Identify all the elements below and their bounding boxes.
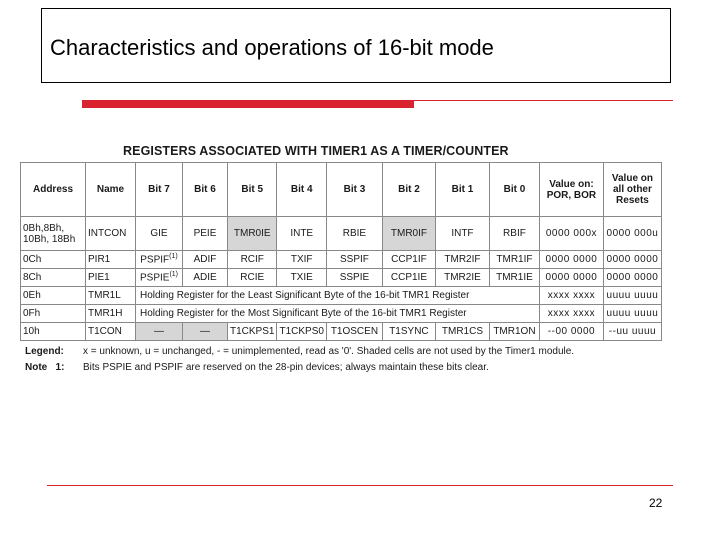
cell-bit: RCIE	[228, 269, 277, 287]
cell-por: 0000 0000	[539, 251, 603, 269]
cell-bit	[136, 251, 183, 269]
header-bit5: Bit 5	[228, 163, 277, 217]
cell-por: 0000 0000	[539, 269, 603, 287]
header-bit6: Bit 6	[183, 163, 228, 217]
cell-bit: T1OSCEN	[326, 323, 382, 341]
cell-bit: SSPIE	[326, 269, 382, 287]
cell-address: 10h	[21, 323, 86, 341]
header-name: Name	[86, 163, 136, 217]
header-bit2: Bit 2	[382, 163, 435, 217]
cell-bit: RBIF	[489, 217, 539, 251]
bit-label: PSPIE	[139, 272, 170, 284]
table-row	[21, 217, 662, 251]
cell-bit: ADIF	[183, 251, 228, 269]
accent-bar	[82, 100, 414, 108]
cell-other: 0000 0000	[603, 269, 661, 287]
cell-bit: TMR1CS	[435, 323, 489, 341]
cell-name: TMR1L	[86, 287, 136, 305]
cell-other: 0000 0000	[603, 251, 661, 269]
note-label: Note 1:	[25, 362, 65, 373]
cell-bit: GIE	[136, 217, 183, 251]
cell-bit: PEIE	[183, 217, 228, 251]
header-bit3: Bit 3	[326, 163, 382, 217]
cell-address: 0Bh,8Bh, 10Bh, 18Bh	[21, 217, 86, 251]
header-other-resets: Value on all other Resets	[603, 163, 661, 217]
footnote-marker: (1)	[169, 271, 179, 279]
cell-address: 8Ch	[21, 269, 86, 287]
cell-other: uuuu uuuu	[603, 287, 661, 305]
header-bit1: Bit 1	[435, 163, 489, 217]
cell-bit: TMR2IE	[435, 269, 489, 287]
header-por: Value on: POR, BOR	[539, 163, 603, 217]
cell-bit: INTE	[277, 217, 326, 251]
footnote	[25, 362, 489, 373]
cell-bit	[136, 269, 183, 287]
cell-bit: T1CKPS1	[228, 323, 277, 341]
cell-other: 0000 000u	[603, 217, 661, 251]
legend-text: x = unknown, u = unchanged, - = unimplemented, read as '0'. Shaded cells are not used by the Timer1 module.	[83, 346, 575, 357]
cell-bit: TMR0IE	[228, 217, 277, 251]
cell-por: xxxx xxxx	[539, 287, 603, 305]
cell-bit: TMR1IE	[489, 269, 539, 287]
table-row	[21, 323, 662, 341]
cell-por: --00 0000	[539, 323, 603, 341]
cell-name: T1CON	[86, 323, 136, 341]
cell-bit: RCIF	[228, 251, 277, 269]
slide-title-box	[41, 8, 671, 83]
cell-bit: RBIE	[326, 217, 382, 251]
header-bit0: Bit 0	[489, 163, 539, 217]
accent-line-top	[414, 100, 673, 101]
header-bit7: Bit 7	[136, 163, 183, 217]
cell-por: xxxx xxxx	[539, 305, 603, 323]
table-row	[21, 251, 662, 269]
table-row	[21, 305, 662, 323]
cell-bit: TMR0IF	[382, 217, 435, 251]
cell-bit: INTF	[435, 217, 489, 251]
cell-address: 0Fh	[21, 305, 86, 323]
cell-bit: ADIE	[183, 269, 228, 287]
legend	[25, 346, 574, 357]
cell-bit: T1CKPS0	[277, 323, 326, 341]
header-address: Address	[21, 163, 86, 217]
cell-bit: CCP1IF	[382, 251, 435, 269]
cell-span: Holding Register for the Most Significant Byte of the 16-bit TMR1 Register	[136, 305, 540, 323]
footnote-marker: (1)	[169, 253, 178, 261]
cell-bit: —	[136, 323, 183, 341]
cell-bit: TXIF	[277, 251, 326, 269]
table-row	[21, 269, 662, 287]
cell-name: INTCON	[86, 217, 136, 251]
cell-bit: TMR1ON	[489, 323, 539, 341]
table-title: REGISTERS ASSOCIATED WITH TIMER1 AS A TIMER/COUNTER	[123, 144, 509, 158]
cell-name: PIR1	[86, 251, 136, 269]
legend-label: Legend:	[25, 346, 64, 357]
bit-label: PSPIF	[140, 254, 170, 266]
header-bit4: Bit 4	[277, 163, 326, 217]
table-row	[21, 287, 662, 305]
cell-address: 0Eh	[21, 287, 86, 305]
cell-name: TMR1H	[86, 305, 136, 323]
cell-bit: TXIE	[277, 269, 326, 287]
cell-address: 0Ch	[21, 251, 86, 269]
cell-bit: TMR1IF	[489, 251, 539, 269]
cell-other: uuuu uuuu	[603, 305, 661, 323]
cell-bit: CCP1IE	[382, 269, 435, 287]
cell-name: PIE1	[86, 269, 136, 287]
accent-line-bottom	[47, 485, 673, 486]
table-header-row	[21, 163, 662, 217]
slide-title: Characteristics and operations of 16-bit mode	[50, 35, 494, 60]
note-text: Bits PSPIE and PSPIF are reserved on the 28-pin devices; always maintain these bits clear.	[83, 362, 489, 373]
cell-bit: —	[183, 323, 228, 341]
cell-span: Holding Register for the Least Significant Byte of the 16-bit TMR1 Register	[136, 287, 540, 305]
cell-por: 0000 000x	[539, 217, 603, 251]
cell-bit: TMR2IF	[435, 251, 489, 269]
cell-bit: SSPIF	[326, 251, 382, 269]
cell-other: --uu uuuu	[603, 323, 661, 341]
page-number: 22	[649, 496, 663, 510]
register-table	[20, 162, 662, 341]
cell-bit: T1SYNC	[382, 323, 435, 341]
